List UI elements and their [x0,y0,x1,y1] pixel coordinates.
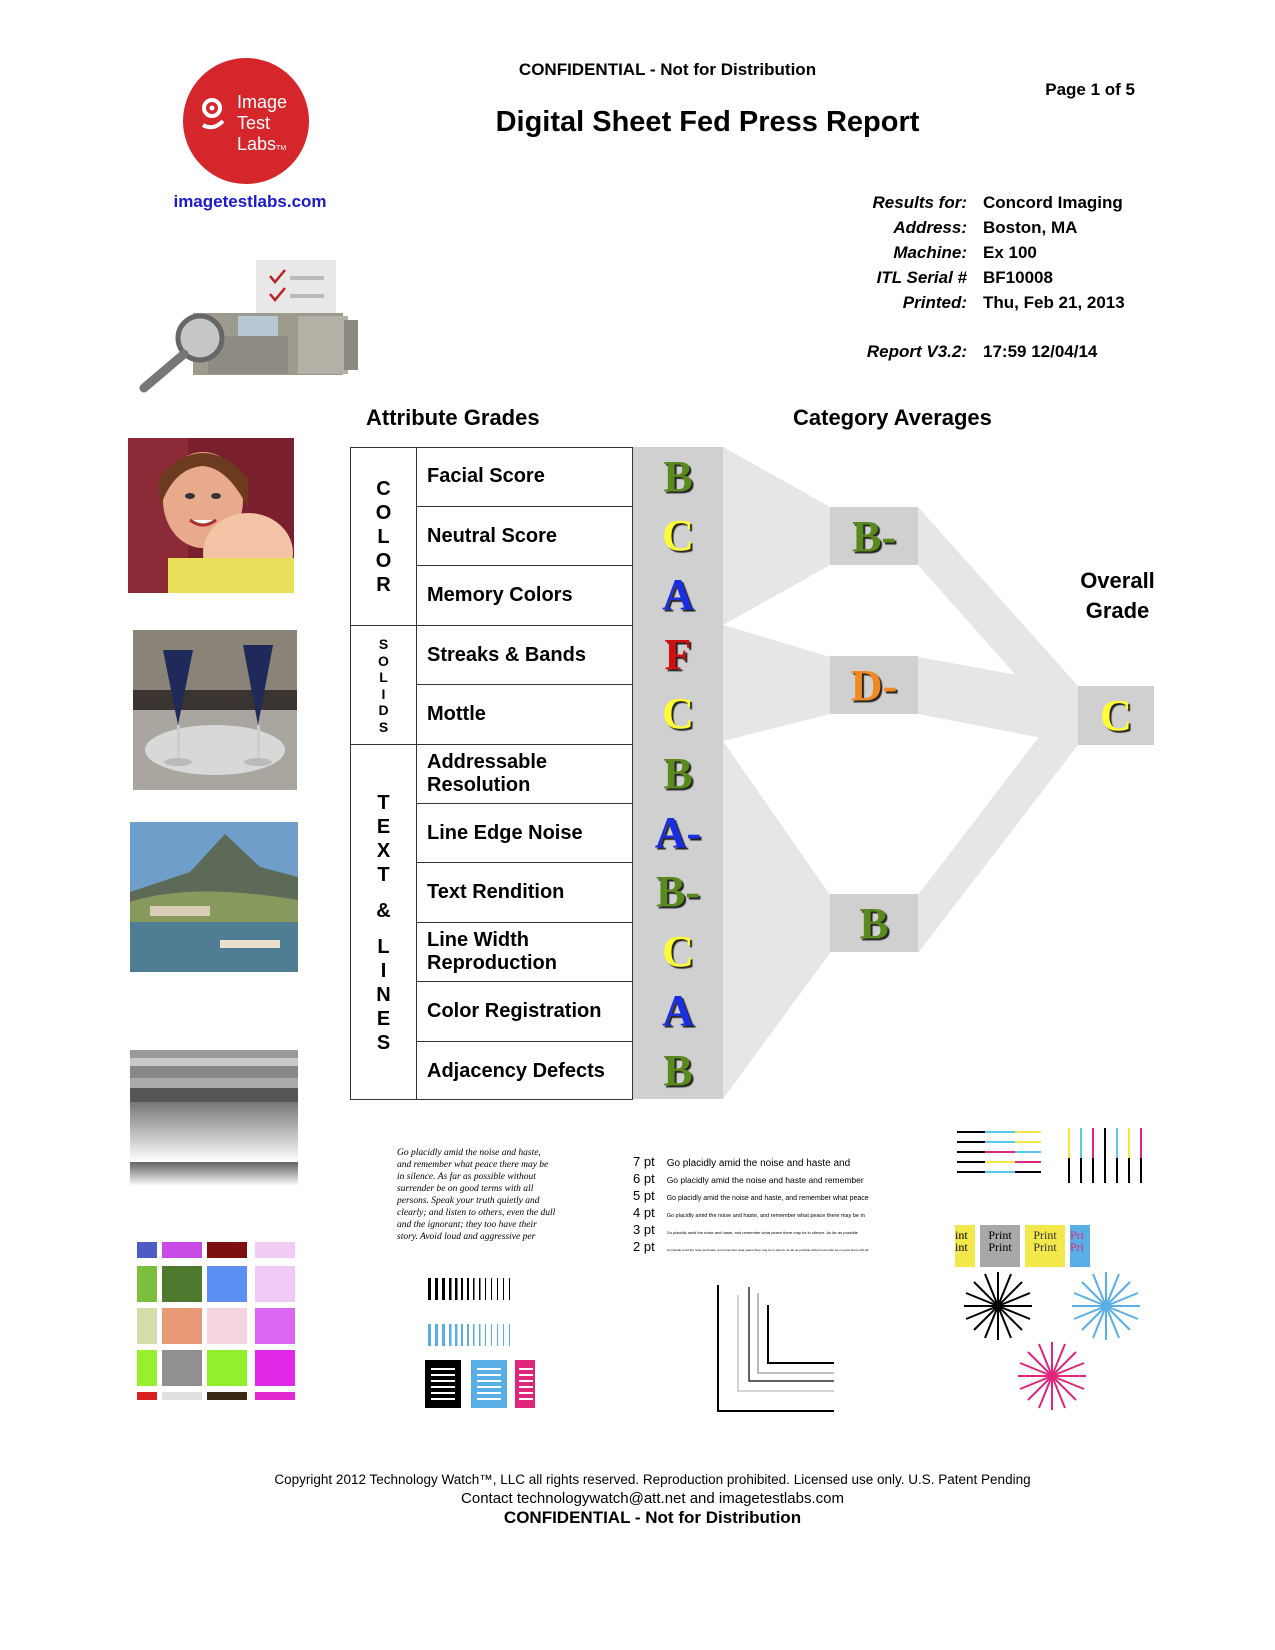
address-value: Boston, MA [983,218,1078,237]
grade-streaks-bands: F [664,630,692,679]
pt-sample-2 [633,1239,868,1254]
pt-text: Go placidly amid the noise and haste, and remember what peace there may be in silence. As far as possible [666,1230,858,1235]
serial-label: ITL Serial # [876,268,967,287]
category-letter: E [376,815,391,838]
machine-value: Ex 100 [983,243,1037,262]
pt-label: 5 pt [633,1188,655,1203]
pt-sample-3 [633,1222,858,1237]
print-swatch-text: Pri [1070,1240,1085,1254]
attribute-mottle: Mottle [417,684,634,743]
pt-text: Go placidly amid the noise and haste, and remember what peace there may be in [666,1213,865,1219]
attribute-streaks-bands: Streaks & Bands [417,625,634,684]
pt-sample-6 [633,1171,864,1186]
category-letter: S [378,718,389,735]
attribute-grades-heading: Attribute Grades [366,405,540,430]
attribute-memory-colors: Memory Colors [417,565,634,624]
category-solids [351,625,417,745]
page-number: Page 1 of 5 [1045,80,1135,99]
report-version-label: Report V3.2: [866,342,967,361]
category-grade-solids: D- [830,656,918,714]
print-swatch-blue [1070,1225,1090,1267]
category-letter: & [376,899,391,922]
grade-neutral-score: C [662,511,694,560]
overall-grade: C [1078,686,1154,745]
report-version-value: 17:59 12/04/14 [983,342,1098,361]
category-letter: I [381,685,386,702]
print-swatch-text: int [955,1228,968,1242]
attribute-adjacency-defects: Adjacency Defects [417,1041,634,1100]
pt-sample-4 [633,1205,865,1220]
print-swatch-yellow [955,1225,975,1267]
pt-text: Go placidly amid the noise and haste, and remember what peace [666,1195,869,1202]
category-letter: R [376,574,391,596]
confidential-header: CONFIDENTIAL - Not for Distribution [518,60,817,79]
category-grade-text-lines: B [830,894,918,952]
attribute-facial-score: Facial Score [427,465,545,487]
results-label: Results for: [872,193,967,212]
contact-text: Contact technologywatch@att.net and imagetestlabs.com [461,1490,844,1507]
category-letter: T [377,791,390,814]
logo-url: imagetestlabs.com [173,192,327,211]
category-letter: T [377,863,390,886]
address-label: Address: [893,218,967,237]
copyright-text: Copyright 2012 Technology Watch™, LLC all rights reserved. Reproduction prohibited. Licensed use only. U.S. Patent Pending [274,1472,1031,1487]
attribute-neutral-score: Neutral Score [417,506,634,565]
pt-label: 2 pt [633,1239,655,1254]
star-targets-sample [960,1270,1155,1415]
pt-text: Go placidly amid the noise and haste and remember [666,1175,864,1185]
print-swatch-text: Print [988,1240,1012,1254]
category-letter: O [375,502,392,524]
category-color [351,447,417,626]
corner-lines-sample [716,1285,836,1415]
overall-heading-line-2: Grade [1085,598,1150,623]
category-text-lines [351,744,417,1100]
print-text-swatches [955,1225,1090,1267]
grade-memory-colors: A [662,570,694,619]
pt-sample-7 [633,1154,850,1169]
attribute-line-edge-noise: Line Edge Noise [417,803,634,862]
category-letter: E [376,1007,391,1030]
pt-label: 3 pt [633,1222,655,1237]
pt-label: 6 pt [633,1171,655,1186]
category-letter: S [378,636,389,652]
registration-lines-sample [955,1128,1155,1188]
category-letter: L [377,935,390,958]
attribute-line-width-reproduction: Line Width Reproduction [417,922,634,981]
category-letter: S [376,1031,391,1054]
print-swatch-yellow-2 [1025,1225,1065,1267]
pt-text: Go placidly amid the noise and haste, and remember what peace there may be in silence. As far as possible without surrender be on good terms with all [666,1248,869,1252]
category-letter: X [376,839,391,862]
grade-facial-score: B [663,452,693,501]
print-swatch-text: Print [988,1228,1012,1242]
category-letter: I [380,959,387,982]
category-letter: D [378,702,389,718]
category-grade-color: B- [830,507,918,565]
serial-value: BF10008 [983,268,1053,287]
logo-line-1: Image [237,92,288,112]
category-letter: L [379,669,388,685]
attribute-grade-column [633,447,723,1099]
grade-line-edge-noise: A- [654,808,702,857]
logo-tm: TM [276,145,287,152]
category-averages-heading: Category Averages [793,405,992,430]
pt-label: 7 pt [633,1154,655,1169]
printed-value: Thu, Feb 21, 2013 [983,293,1125,312]
grade-adjacency-defects: B [663,1046,693,1095]
attribute-color-registration: Color Registration [417,981,634,1040]
printed-label: Printed: [902,293,967,312]
print-swatch-text: Pri [1070,1228,1085,1242]
grade-color-registration: A [662,986,694,1035]
print-swatch-gray [980,1225,1020,1267]
attribute-addressable-resolution: Addressable Resolution [417,744,634,803]
category-letter: O [375,550,392,572]
category-letter: L [377,526,390,548]
grade-text-rendition: B- [656,867,700,916]
machine-label: Machine: [893,243,967,262]
print-swatch-text: Print [1033,1240,1057,1254]
print-swatch-text: Print [1033,1228,1057,1242]
print-swatch-text: int [955,1240,968,1254]
attribute-grades-table [350,447,633,1100]
category-letter: O [378,652,389,669]
pt-sample-5 [633,1188,869,1203]
pt-label: 4 pt [633,1205,655,1220]
report-title: Digital Sheet Fed Press Report [495,106,920,138]
grade-mottle: C [662,689,694,738]
italic-paragraph-sample: Go placidly amid the noise and haste, and remember what peace there may be in silence. As far as possible without surrender be on good terms with all persons. Speak your truth quietly and clearly; and listen to others, even the dull and the ignorant; they too have their story. Avoid loud and aggressive per [397,1148,556,1242]
category-letter: N [376,983,391,1006]
line-pattern-samples [425,1278,535,1408]
category-letter: C [376,478,391,500]
grade-line-width-reproduction: C [662,927,694,976]
grade-addressable-resolution: B [663,749,693,798]
pt-text: Go placidly amid the noise and haste and [666,1158,851,1169]
confidential-footer: CONFIDENTIAL - Not for Distribution [503,1508,802,1527]
logo-line-3-text: Labs [237,134,277,154]
attribute-text-rendition: Text Rendition [417,862,634,921]
results-value: Concord Imaging [983,193,1123,212]
overall-heading-line-1: Overall [1080,568,1155,593]
logo-line-2: Test [237,113,271,133]
